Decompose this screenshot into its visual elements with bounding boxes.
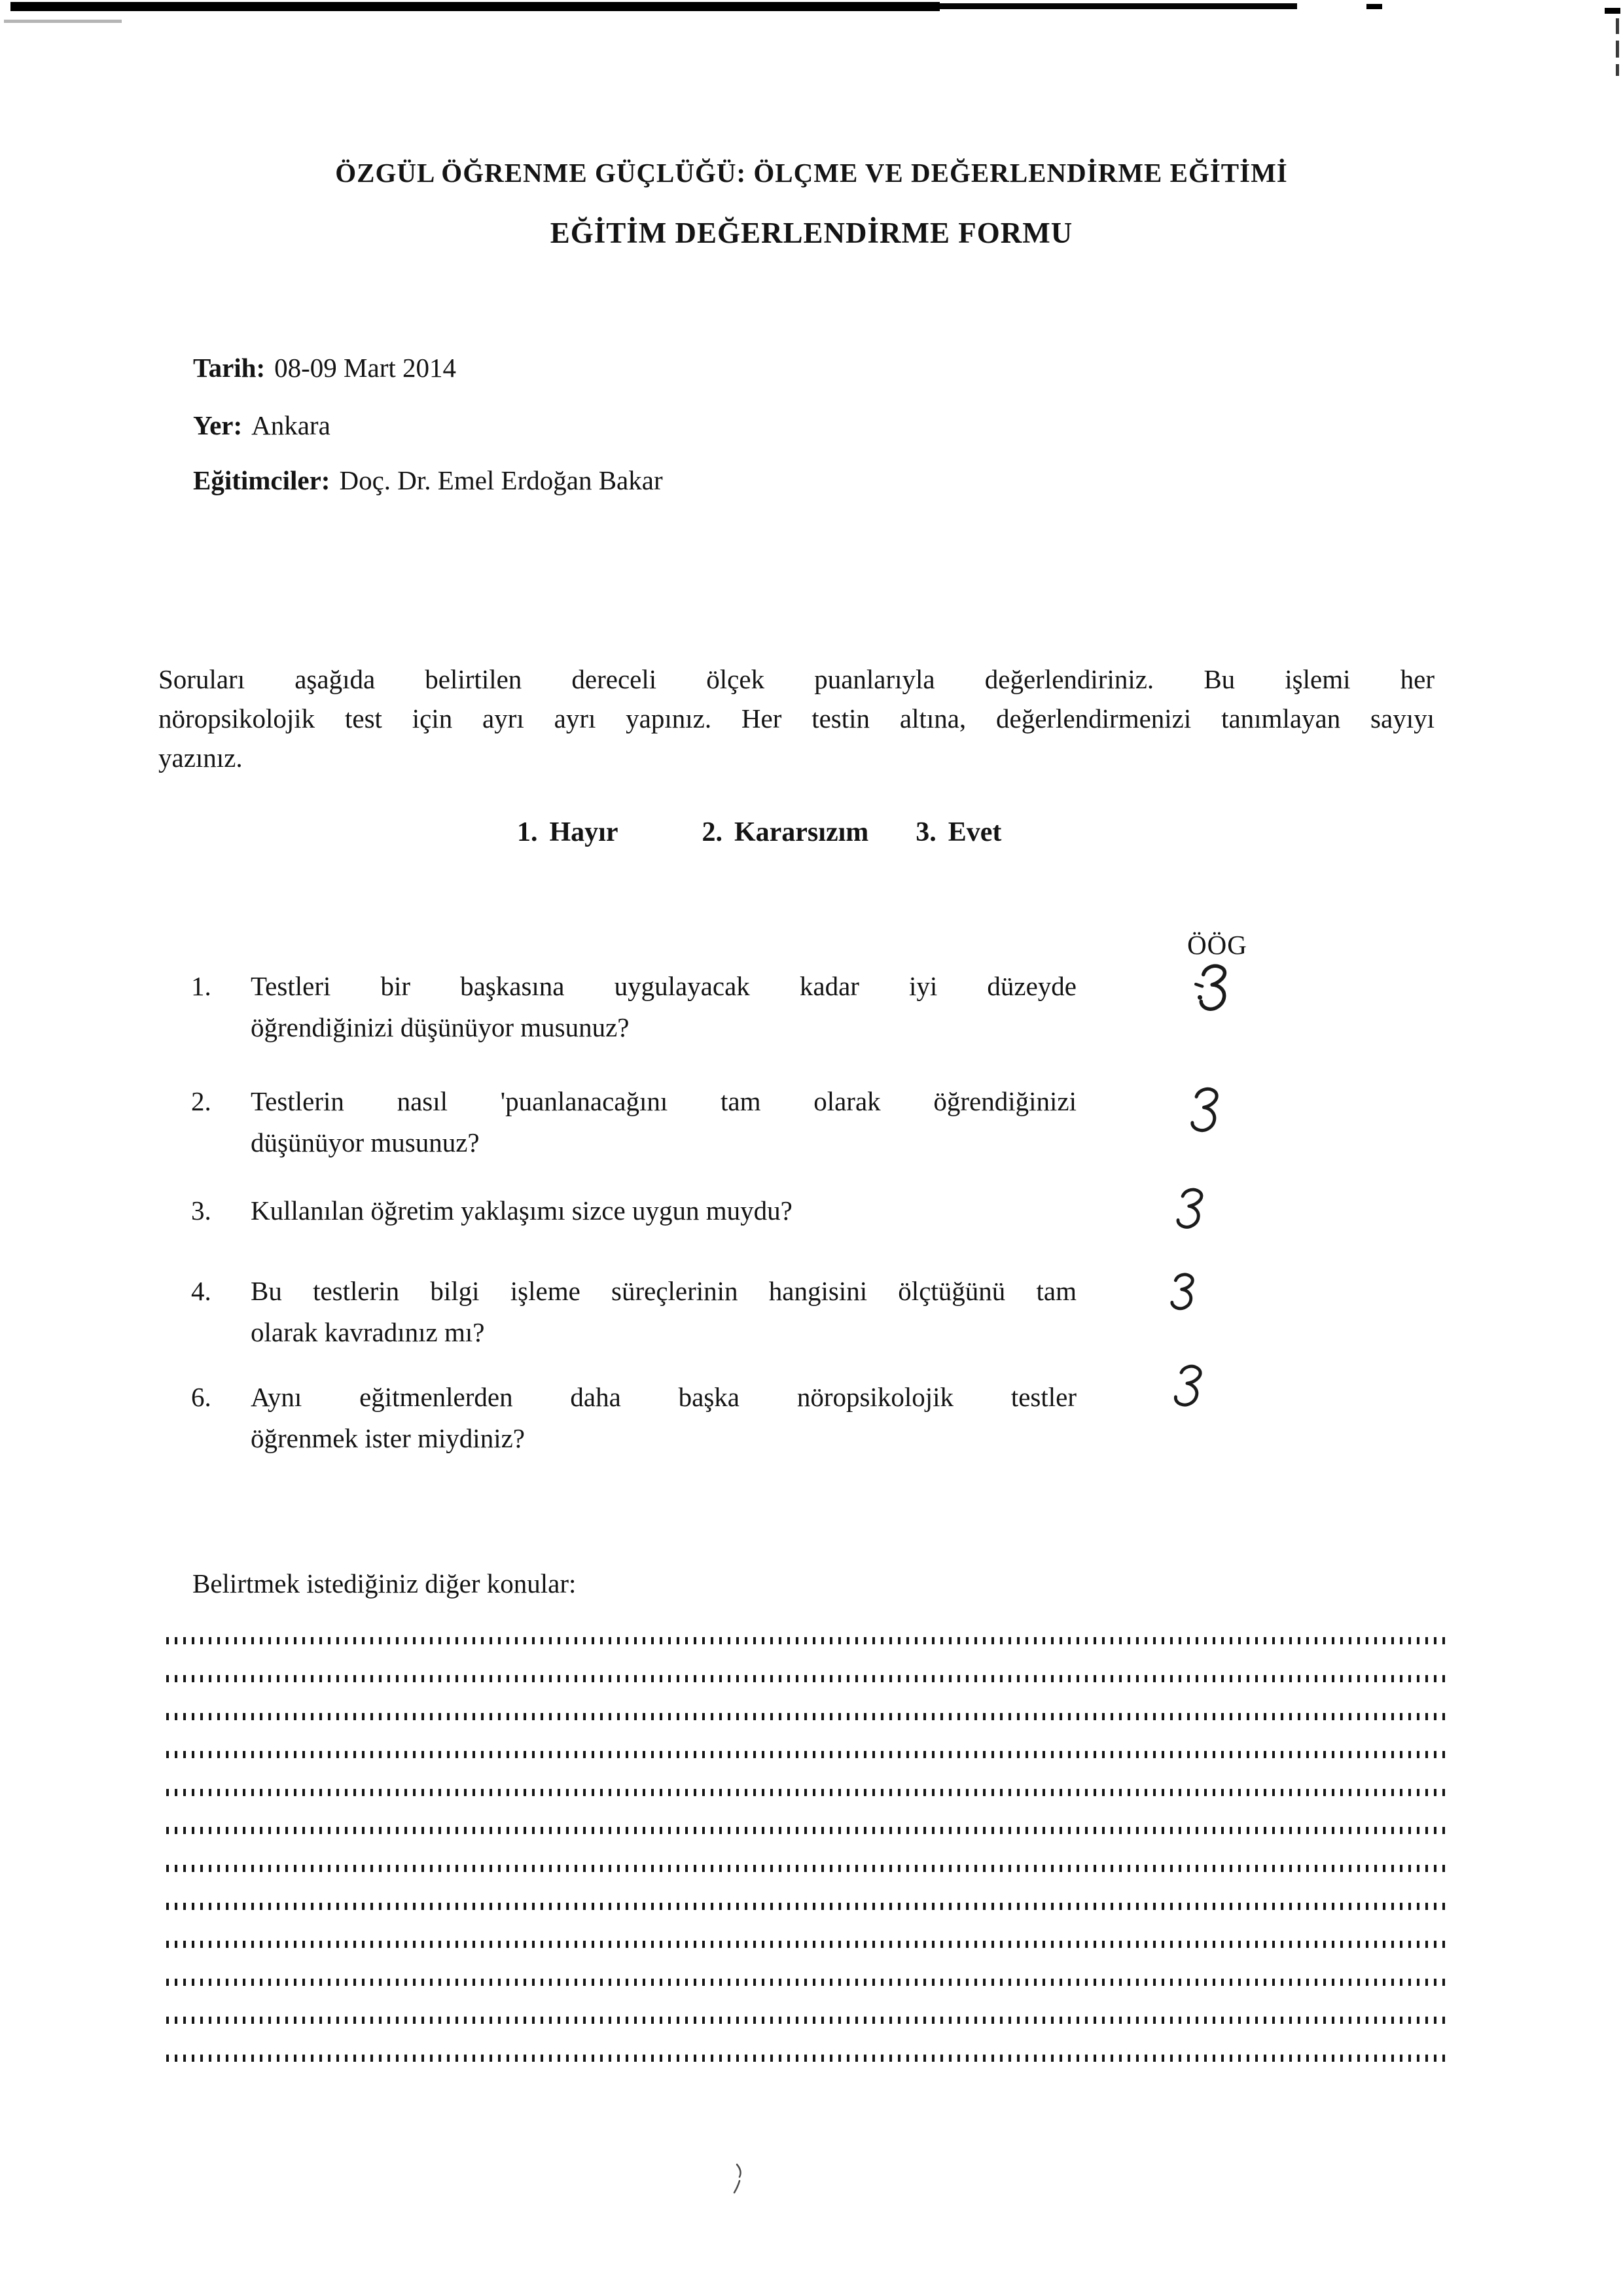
meta-date [193, 352, 456, 383]
question-row-4 [191, 1271, 1079, 1353]
handwritten-answer-q3 [1174, 1185, 1211, 1233]
scale-label: Evet [948, 817, 1002, 847]
handwritten-answer-q2 [1187, 1084, 1226, 1136]
scan-artifact-right-edge-dash [1616, 64, 1619, 76]
answer-line [166, 1941, 1448, 1948]
scan-artifact-right-edge-dash [1616, 18, 1619, 34]
question-number: 4. [191, 1276, 211, 1306]
answer-line [166, 1789, 1448, 1796]
question-text [251, 1271, 1077, 1353]
answers-column-header: ÖÖG [1187, 930, 1247, 960]
question-row-2 [191, 1081, 1079, 1163]
answer-line [166, 1713, 1448, 1720]
answer-lines [166, 1637, 1448, 2093]
question-text-line: Bu testlerin bilgi işleme süreçlerinin hangisini ölçtüğünü tam [251, 1276, 1077, 1306]
question-text-line: öğrendiğinizi düşünüyor musunuz? [251, 1012, 630, 1042]
question-number: 1. [191, 971, 211, 1001]
scan-artifact-top-bar-thin [940, 3, 1297, 9]
meta-place-value: Ankara [251, 410, 330, 440]
answer-line [166, 1979, 1448, 1986]
answer-line [166, 2017, 1448, 2024]
question-row-1 [191, 966, 1079, 1048]
answer-line [166, 2055, 1448, 2062]
answer-line [166, 1751, 1448, 1758]
scan-artifact-stray-mark [732, 2163, 749, 2199]
handwritten-answer-q1 [1193, 960, 1233, 1017]
meta-place [193, 410, 330, 441]
scale-label: Kararsızım [734, 817, 869, 847]
question-text [251, 1190, 1077, 1231]
scale-number: 2. [702, 817, 722, 847]
answer-line [166, 1675, 1448, 1682]
answer-line [166, 1637, 1448, 1644]
scan-artifact-top-right-tick [1605, 8, 1620, 14]
meta-trainers-label: Eğitimciler: [193, 465, 330, 495]
scale-item-evet [916, 817, 1001, 848]
rating-scale [517, 817, 1001, 848]
question-text-line: olarak kavradınız mı? [251, 1317, 485, 1347]
scale-number: 1. [517, 817, 538, 847]
scale-label: Hayır [549, 817, 618, 847]
scan-artifact-top-tick [1366, 4, 1382, 9]
meta-date-label: Tarih: [193, 353, 266, 383]
scale-item-hayir [517, 817, 618, 848]
answer-line [166, 1903, 1448, 1910]
scale-number: 3. [916, 817, 936, 847]
document-title: ÖZGÜL ÖĞRENME GÜÇLÜĞÜ: ÖLÇME VE DEĞERLENDİRME EĞİTİMİ [335, 158, 1288, 188]
answer-line [166, 1865, 1448, 1872]
instructions-line: nöropsikolojik test için ayrı ayrı yapınız. Her testin altına, değerlendirmenizi tanımlayan sayıyı [158, 703, 1435, 733]
question-text-line: Aynı eğitmenlerden daha başka nöropsikolojik testler [251, 1382, 1077, 1412]
scale-item-kararsizim [702, 817, 868, 848]
scan-artifact-right-edge-dash [1616, 41, 1619, 58]
instructions-line: Soruları aşağıda belirtilen dereceli ölçek puanlarıyla değerlendiriniz. Bu işlemi her [158, 664, 1435, 694]
question-text-line: Kullanılan öğretim yaklaşımı sizce uygun muydu? [251, 1195, 793, 1226]
question-row-6 [191, 1377, 1079, 1459]
question-text-line: düşünüyor musunuz? [251, 1127, 480, 1157]
meta-trainers [193, 465, 663, 496]
question-number: 2. [191, 1086, 211, 1116]
instructions-paragraph [158, 660, 1435, 777]
form-title: EĞİTİM DEĞERLENDİRME FORMU [550, 217, 1073, 249]
question-number: 6. [191, 1382, 211, 1412]
meta-place-label: Yer: [193, 410, 243, 440]
handwritten-answer-q6 [1170, 1361, 1210, 1412]
question-text-line: öğrenmek ister miydiniz? [251, 1423, 525, 1453]
meta-date-value: 08-09 Mart 2014 [274, 353, 456, 383]
other-topics-label: Belirtmek istediğiniz diğer konular: [192, 1568, 577, 1598]
question-number: 3. [191, 1195, 211, 1226]
meta-trainers-value: Doç. Dr. Emel Erdoğan Bakar [339, 465, 663, 495]
question-text [251, 1081, 1077, 1163]
handwritten-answer-q4 [1168, 1271, 1202, 1314]
question-text [251, 966, 1077, 1048]
question-row-3 [191, 1190, 1079, 1231]
instructions-line: yazınız. [158, 743, 243, 773]
scan-artifact-top-bar [10, 2, 940, 11]
question-text [251, 1377, 1077, 1459]
answer-line [166, 1827, 1448, 1834]
question-text-line: Testlerin nasıl 'puanlanacağını tam olarak öğrendiğinizi [251, 1086, 1077, 1116]
question-text-line: Testleri bir başkasına uygulayacak kadar iyi düzeyde [251, 971, 1077, 1001]
scan-artifact-gray-line [4, 20, 122, 23]
